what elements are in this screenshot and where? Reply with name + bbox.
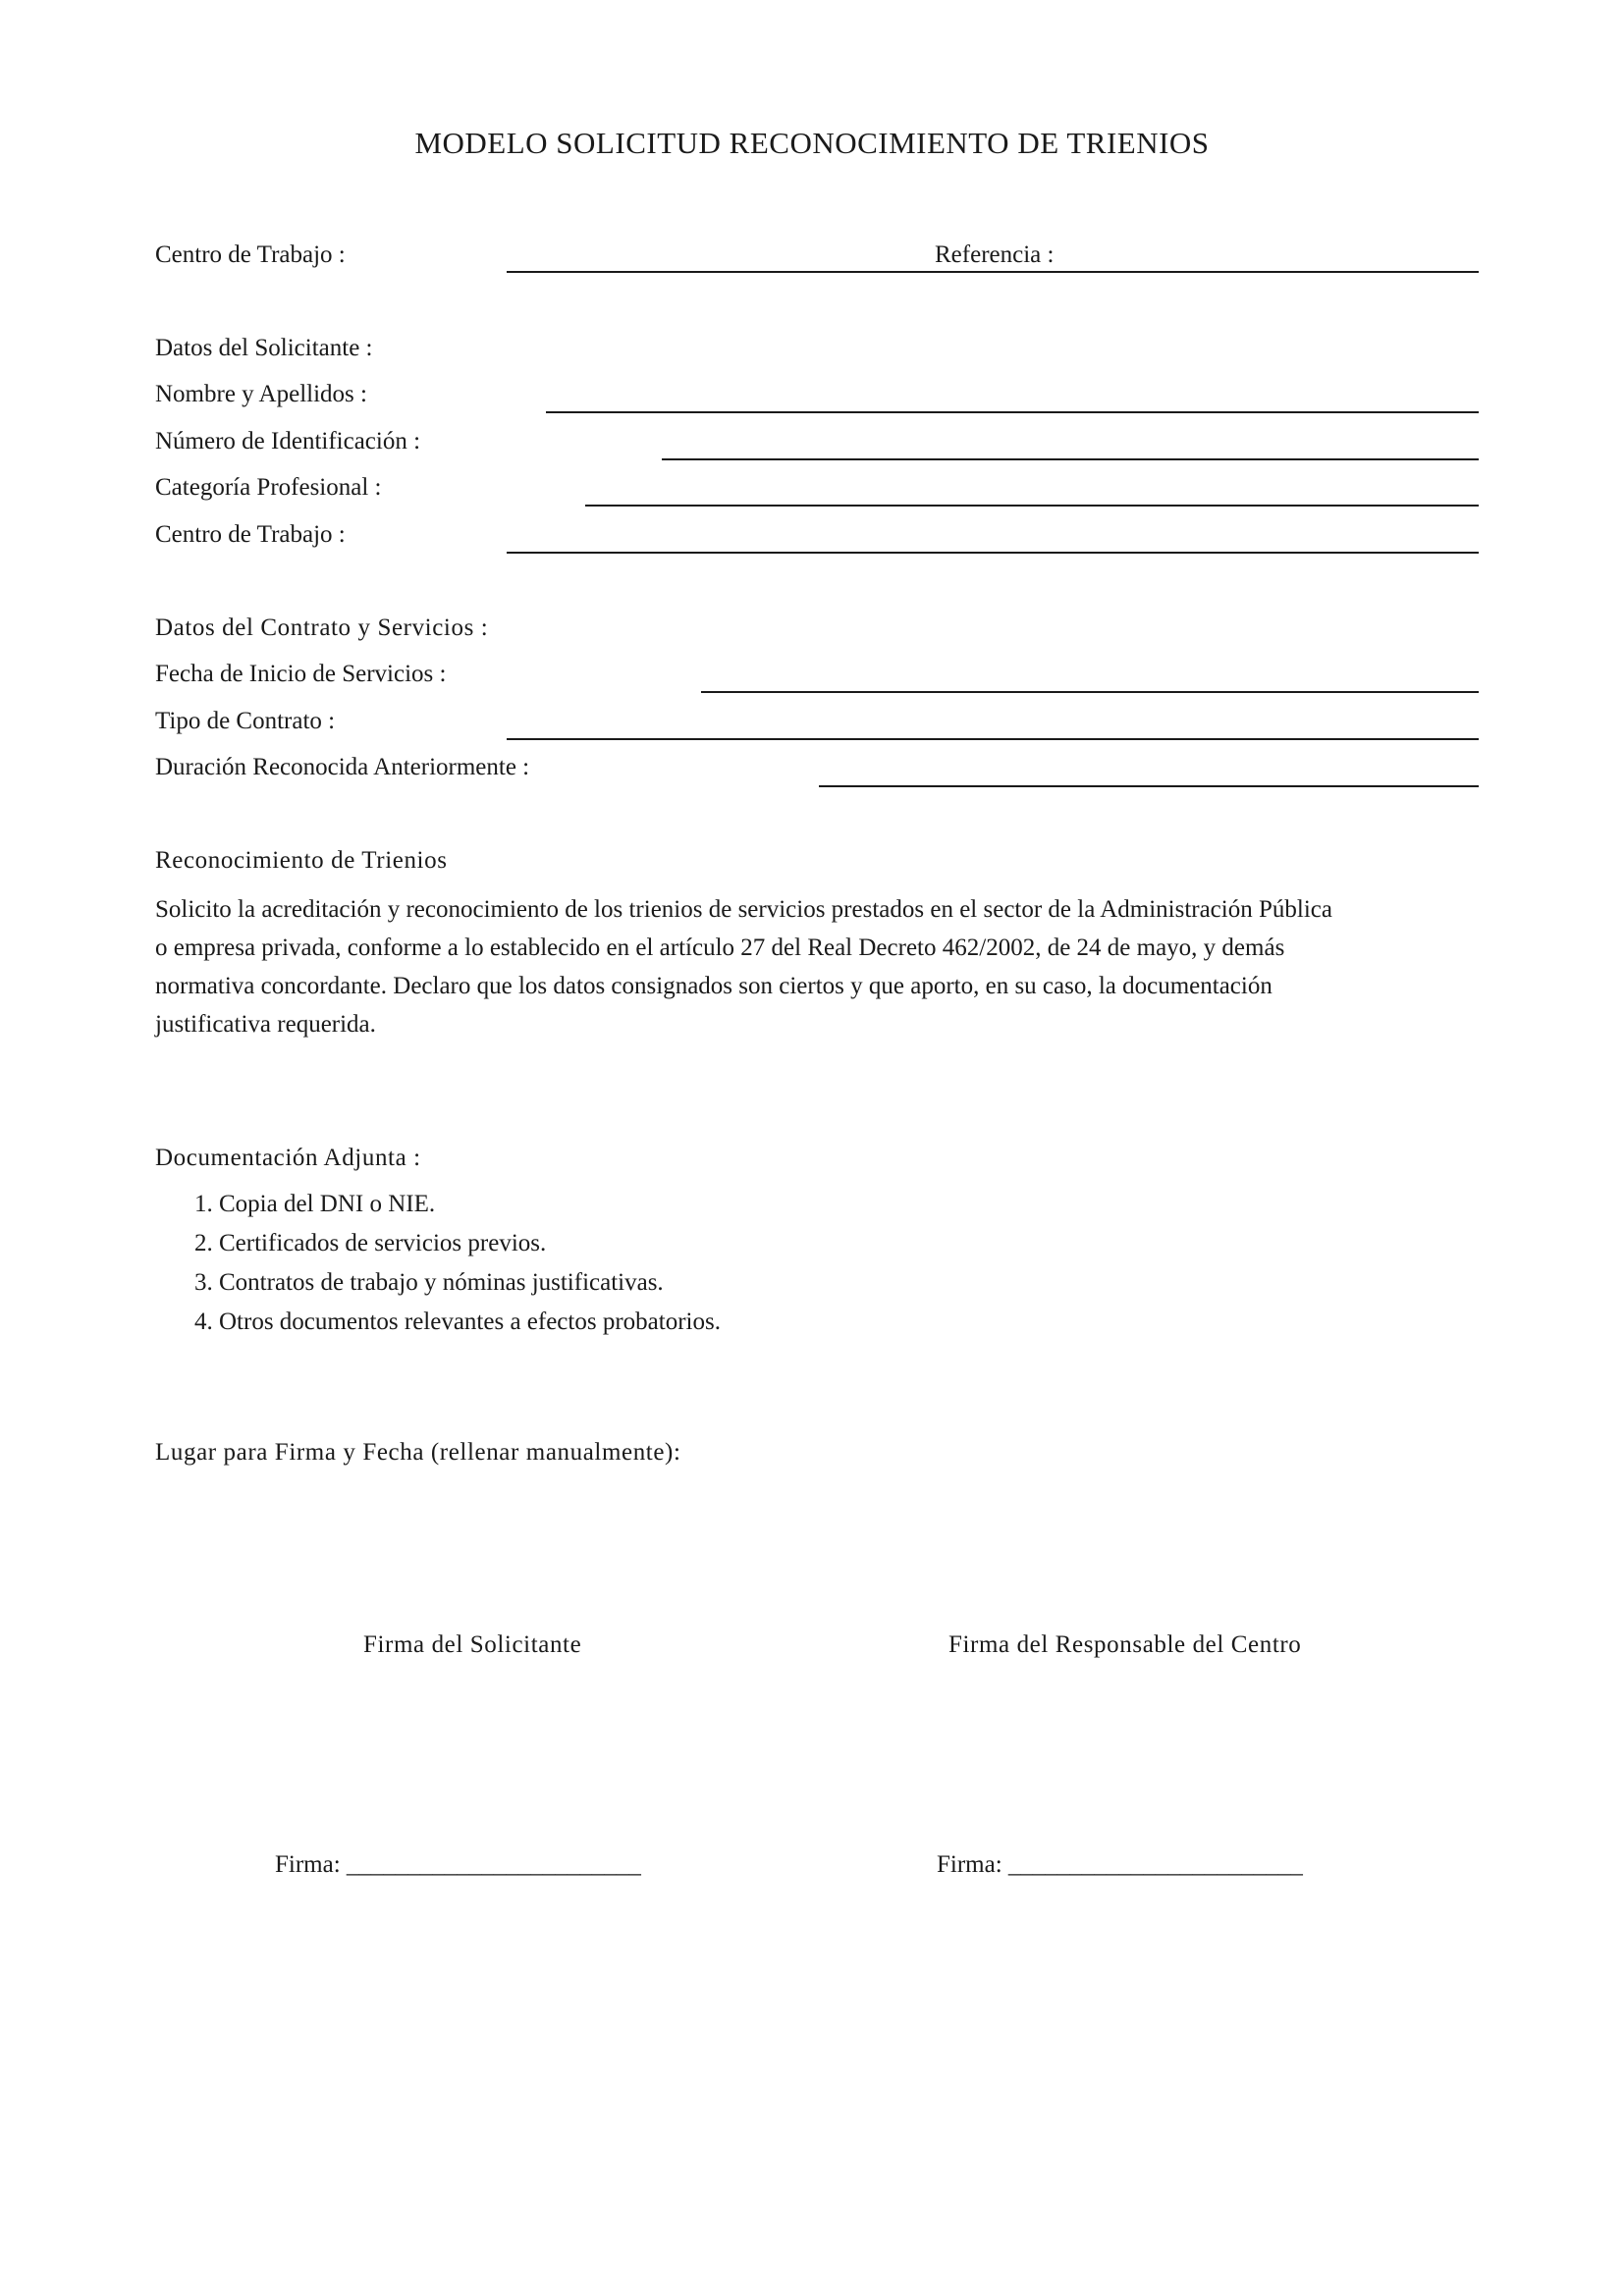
reconocimiento-paragraph	[155, 890, 1483, 1043]
tipo-contrato-label: Tipo de Contrato :	[155, 708, 336, 734]
numero-identificacion-field[interactable]	[662, 458, 1479, 460]
list-item: 2. Certificados de servicios previos.	[194, 1230, 547, 1256]
firma-solicitante-label: Firma del Solicitante	[363, 1631, 582, 1658]
firma-responsable-label: Firma del Responsable del Centro	[948, 1631, 1302, 1658]
duracion-reconocida-label: Duración Reconocida Anteriormente :	[155, 754, 530, 780]
centro-trabajo-field[interactable]	[507, 271, 1479, 273]
paragraph-line: normativa concordante. Declaro que los datos consignados son ciertos y que aporto, en su caso, la documentación	[155, 973, 1272, 999]
solicitante-heading: Datos del Solicitante :	[155, 335, 373, 361]
centro-trabajo-label: Centro de Trabajo :	[155, 241, 346, 268]
categoria-profesional-field[interactable]	[585, 505, 1479, 507]
referencia-label: Referencia :	[935, 241, 1055, 268]
categoria-profesional-label: Categoría Profesional :	[155, 474, 382, 501]
list-item: 4. Otros documentos relevantes a efectos probatorios.	[194, 1308, 721, 1335]
firma-responsable-field[interactable]: Firma: ________________________	[937, 1851, 1303, 1878]
list-item: 1. Copia del DNI o NIE.	[194, 1191, 436, 1217]
page-title: MODELO SOLICITUD RECONOCIMIENTO DE TRIENIOS	[414, 126, 1210, 160]
list-item: 3. Contratos de trabajo y nóminas justificativas.	[194, 1269, 664, 1296]
nombre-apellidos-label: Nombre y Apellidos :	[155, 381, 367, 407]
paragraph-line: Solicito la acreditación y reconocimiento de los trienios de servicios prestados en el sector de la Administración Pública	[155, 896, 1332, 923]
firma-solicitante-field[interactable]: Firma: ________________________	[275, 1851, 641, 1878]
firma-heading: Lugar para Firma y Fecha (rellenar manualmente):	[155, 1439, 681, 1466]
paragraph-line: o empresa privada, conforme a lo establecido en el artículo 27 del Real Decreto 462/2002, de 24 de mayo, y demás	[155, 934, 1285, 961]
fecha-inicio-label: Fecha de Inicio de Servicios :	[155, 661, 447, 687]
numero-identificacion-label: Número de Identificación :	[155, 428, 421, 454]
duracion-reconocida-field[interactable]	[819, 785, 1479, 787]
centro-trabajo-solicitante-label: Centro de Trabajo :	[155, 521, 346, 548]
nombre-apellidos-field[interactable]	[546, 411, 1479, 413]
centro-trabajo-solicitante-field[interactable]	[507, 552, 1479, 554]
tipo-contrato-field[interactable]	[507, 738, 1479, 740]
documentacion-heading: Documentación Adjunta :	[155, 1145, 421, 1171]
paragraph-line: justificativa requerida.	[155, 1011, 376, 1038]
fecha-inicio-field[interactable]	[701, 691, 1479, 693]
reconocimiento-heading: Reconocimiento de Trienios	[155, 847, 448, 874]
contrato-heading: Datos del Contrato y Servicios :	[155, 614, 489, 641]
